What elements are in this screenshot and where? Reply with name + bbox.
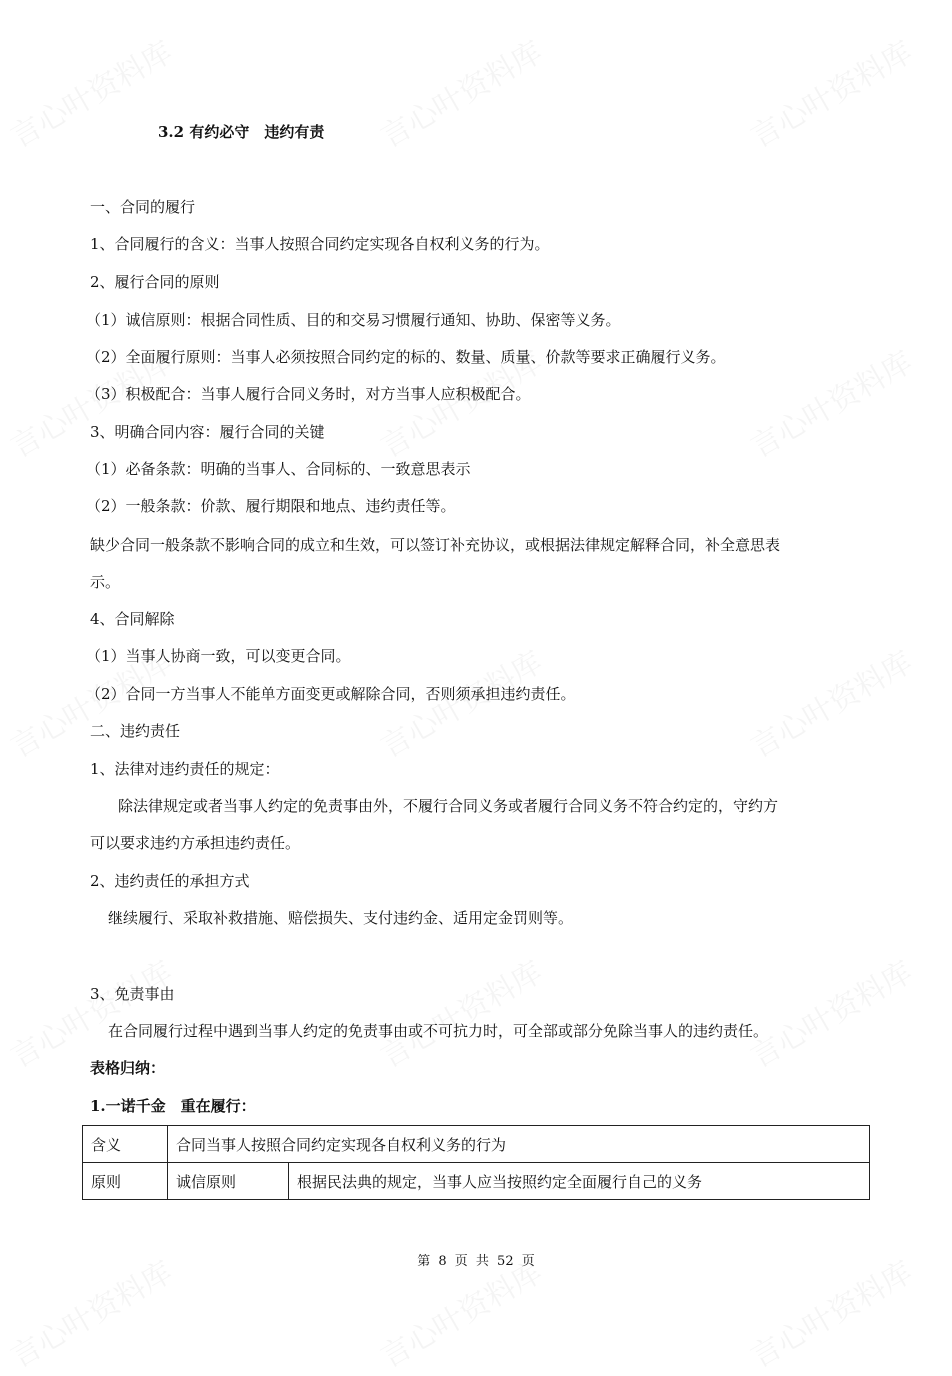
page-title: 3.2 有约必守 违约有责	[158, 123, 325, 141]
section-heading: 二、违约责任	[90, 722, 181, 740]
paragraph: 示。	[90, 573, 121, 591]
watermark	[741, 948, 919, 1076]
subheading: 3、明确合同内容：履行合同的关键	[90, 423, 325, 441]
list-item: （1）诚信原则：根据合同性质、目的和交易习惯履行通知、协助、保密等义务。	[86, 311, 621, 329]
table-cell: 根据民法典的规定，当事人应当按照约定全面履行自己的义务	[289, 1163, 870, 1200]
table-title: 1.一诺千金 重在履行：	[90, 1097, 256, 1115]
watermark	[371, 948, 549, 1076]
list-item: （2）一般条款：价款、履行期限和地点、违约责任等。	[86, 497, 456, 515]
paragraph: 除法律规定或者当事人约定的免责事由外，不履行合同义务或者履行合同义务不符合约定的，守约方	[103, 797, 779, 815]
watermark	[1, 948, 179, 1076]
paragraph: 1、合同履行的含义：当事人按照合同约定实现各自权利义务的行为。	[90, 235, 550, 253]
watermark	[741, 338, 919, 466]
list-item: （2）全面履行原则：当事人必须按照合同约定的标的、数量、质量、价款等要求正确履行义务。	[86, 348, 726, 366]
paragraph: 继续履行、采取补救措施、赔偿损失、支付违约金、适用定金罚则等。	[93, 909, 574, 927]
summary-label: 表格归纳：	[90, 1059, 166, 1077]
summary-table	[82, 1125, 870, 1200]
watermark	[1, 28, 179, 156]
subheading: 1、法律对违约责任的规定：	[90, 760, 280, 778]
list-item: （2）合同一方当事人不能单方面变更或解除合同，否则须承担违约责任。	[86, 685, 576, 703]
list-item: （3）积极配合：当事人履行合同义务时，对方当事人应积极配合。	[86, 385, 531, 403]
table-cell: 合同当事人按照合同约定实现各自权利义务的行为	[168, 1126, 870, 1163]
watermark	[371, 28, 549, 156]
table-cell: 诚信原则	[168, 1163, 289, 1200]
subheading: 3、免责事由	[90, 985, 175, 1003]
table-row	[83, 1163, 870, 1200]
subheading: 2、履行合同的原则	[90, 273, 220, 291]
list-item: （1）当事人协商一致，可以变更合同。	[86, 647, 351, 665]
table-cell: 原则	[83, 1163, 168, 1200]
list-item: （1）必备条款：明确的当事人、合同标的、一致意思表示	[86, 460, 471, 478]
page-footer: 第 8 页 共 52 页	[417, 1254, 535, 1269]
paragraph: 在合同履行过程中遇到当事人约定的免责事由或不可抗力时，可全部或部分免除当事人的违约责任。	[93, 1022, 769, 1040]
paragraph: 可以要求违约方承担违约责任。	[90, 834, 301, 852]
watermark	[741, 638, 919, 766]
subheading: 2、违约责任的承担方式	[90, 872, 250, 890]
table-row	[83, 1126, 870, 1163]
table-cell: 含义	[83, 1126, 168, 1163]
paragraph: 缺少合同一般条款不影响合同的成立和生效，可以签订补充协议，或根据法律规定解释合同，补全意思表	[90, 536, 781, 554]
watermark	[741, 28, 919, 156]
subheading: 4、合同解除	[90, 610, 175, 628]
section-heading: 一、合同的履行	[90, 198, 196, 216]
